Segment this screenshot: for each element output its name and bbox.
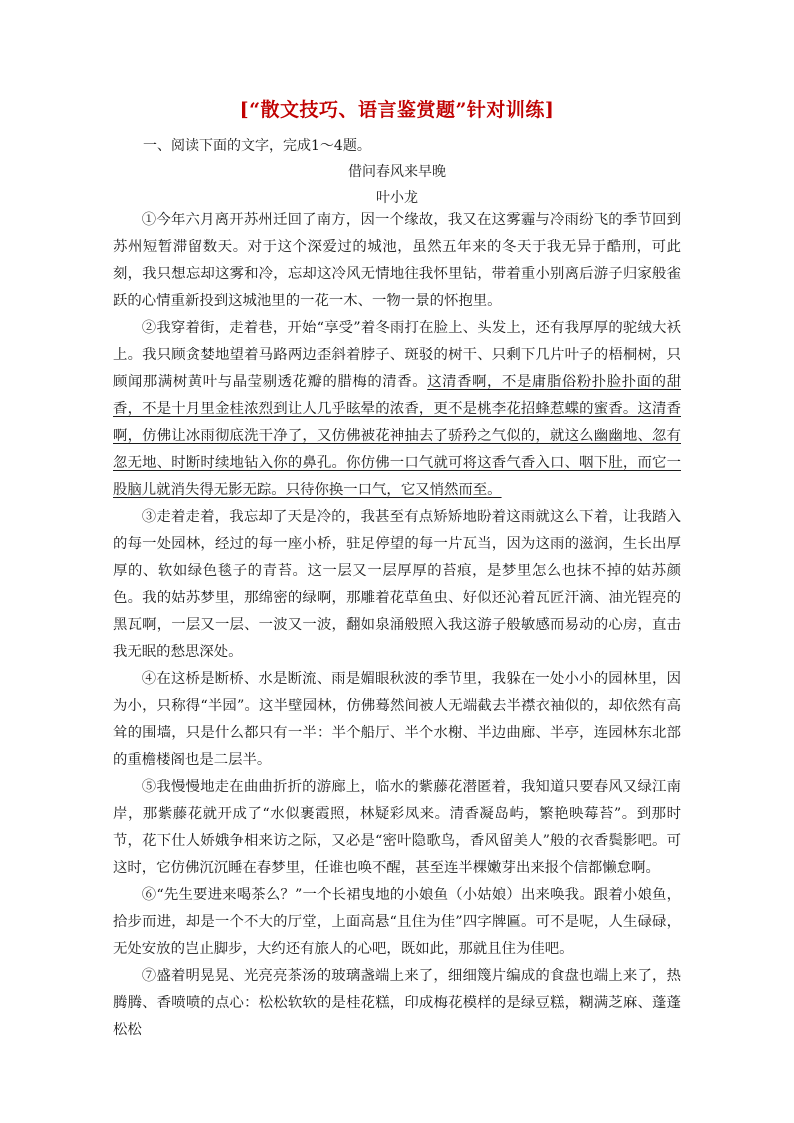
essay-author: 叶小龙 — [376, 190, 418, 206]
document-title: [“散文技巧、语言鉴赏题”针对训练] — [239, 99, 555, 121]
paragraph-5: ⑤我慢慢地走在曲曲折折的游廊上，临水的紫藤花潜匿着，我知道只要春风又绿江南岸，那紫藤花就开成了“水似裹霞照，林疑彩凤来。清香凝岛屿，繁艳映莓苔”。到那时节，花下仕人娇娥争相来访之际，又必是“密叶隐歌鸟，香风留美人”般的衣香鬓影吧。可这时，它仿佛沉沉睡在春梦里，任谁也唤不醒，甚至连半棵嫩芽出来报个信都懒怠啊。 — [113, 779, 681, 876]
paragraph-7: ⑦盛着明晃晃、光亮亮茶汤的玻璃盏端上来了，细细篾片编成的食盘也端上来了，热腾腾、香喷喷的点心：松松软软的是桂花糕，印成梅花模样的是绿豆糕，糊满芝麻、蓬蓬松松 — [113, 968, 681, 1038]
paragraph-2: ②我穿着街，走着巷，开始“享受”着冬雨打在脸上、头发上，还有我厚厚的驼绒大袄上。我只顾贪婪地望着马路两边歪斜着脖子、斑驳的树干、只剩下几片叶子的梧桐树，只顾闻那满树黄叶与晶莹剔透花瓣的腊梅的清香。这清香啊，不是庸脂俗粉扑脸扑面的甜香，不是十月里金桂浓烈到让人几乎眩晕的浓香，更不是桃李花招蜂惹蝶的蜜香。这清香啊，仿佛让冰雨彻底洗干净了，又仿佛被花神抽去了骄矜之气似的，就这么幽幽地、忽有忽无地、时断时续地钻入你的鼻孔。你仿佛一口气就可将这香气香入口、咽下肚，而它一股脑儿就消失得无影无踪。只待你换一口气，它又悄然而至。 — [113, 320, 681, 498]
essay-body — [113, 207, 681, 1044]
paragraph-6: ⑥“先生要进来喝茶么？”一个长裙曳地的小娘鱼（小姑娘）出来唤我。跟着小娘鱼，拾步而进，却是一个不大的厅堂，上面高悬“且住为佳”四字牌匾。可不是呢，人生碌碌，无处安放的岂止脚步，大约还有旅人的心吧，既如此，那就且住为佳吧。 — [113, 887, 681, 957]
essay-title: 借问春风来早晚 — [348, 164, 446, 180]
paragraph-4: ④在这桥是断桥、水是断流、雨是媚眼秋波的季节里，我躲在一处小小的园林里，因为小，只称得“半园”。这半壁园林，仿佛蓦然间被人无端截去半襟衣袖似的，却依然有高耸的围墙，只是什么都只有一半：半个船厅、半个水榭、半边曲廊、半亭，连园林东北部的重檐楼阁也是二层半。 — [113, 671, 681, 768]
underlined-passage: 这清香啊，不是庸脂俗粉扑脸扑面的甜香，不是十月里金桂浓烈到让人几乎眩晕的浓香，更不是桃李花招蜂惹蝶的蜜香。这清香啊，仿佛让冰雨彻底洗干净了，又仿佛被花神抽去了骄矜之气似的，就这么幽幽地、忽有忽无地、时断时续地钻入你的鼻孔。你仿佛一口气就可将这香气香入口、咽下肚，而它一股脑儿就消失得无影无踪。只待你换一口气，它又悄然而至。 — [113, 374, 681, 498]
question-instruction: 一、阅读下面的文字，完成1～4题。 — [143, 138, 371, 154]
paragraph-3: ③走着走着，我忘却了天是冷的，我甚至有点矫矫地盼着这雨就这么下着，让我踏入的每一处园林，经过的每一座小桥，驻足停望的每一片瓦当，因为这雨的滋润，生长出厚厚的、软如绿色毯子的青苔。这一层又一层厚厚的苔痕，是梦里怎么也抹不掉的姑苏颜色。我的姑苏梦里，那绵密的绿啊，那雕着花草鱼虫、好似还沁着瓦匠汗滴、油光锃亮的黑瓦啊，一层又一层、一波又一波，翻如泉涌般照入我这游子般敏感而易动的心房，直击我无眠的愁思深处。 — [113, 509, 681, 660]
paragraph-1: ①今年六月离开苏州迁回了南方，因一个缘故，我又在这雾霾与冷雨纷飞的季节回到苏州短暂滞留数天。对于这个深爱过的城池，虽然五年来的冬天于我无异于酷刑，可此刻，我只想忘却这雾和冷，忘却这冷风无情地往我怀里钻，带着重小别离后游子归家般雀跃的心情重新投到这城池里的一花一木、一物一景的怀抱里。 — [113, 212, 681, 309]
